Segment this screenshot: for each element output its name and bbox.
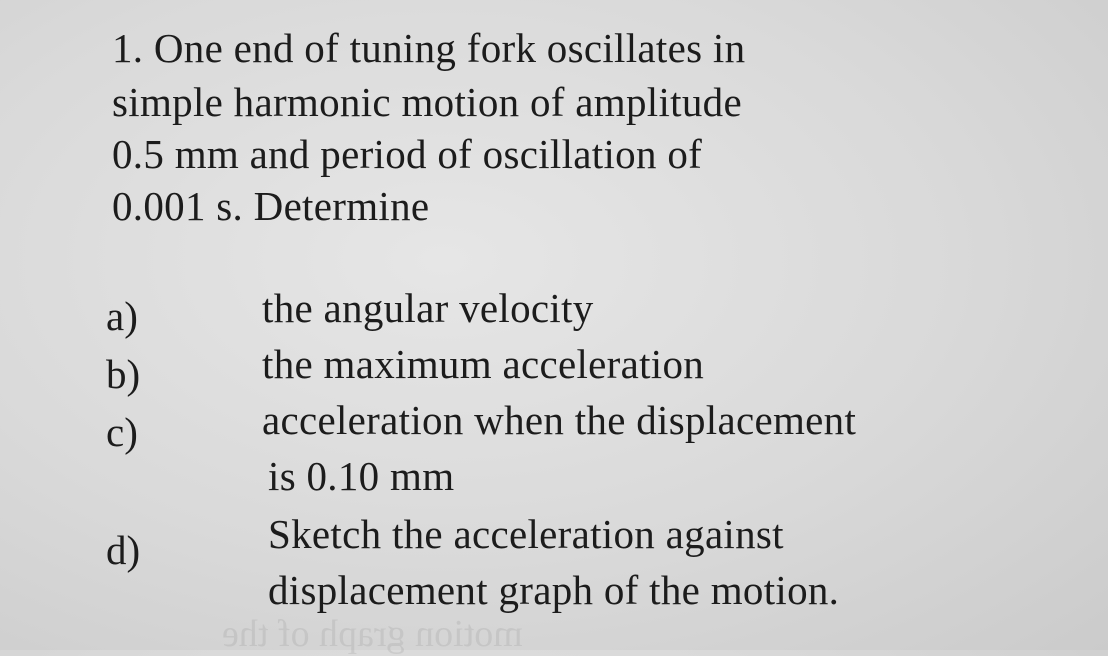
- part-c-text-line-1: acceleration when the displacement: [262, 397, 857, 443]
- part-a-label: a): [106, 293, 138, 339]
- question-line-1: 1. One end of tuning fork oscillates in: [112, 25, 746, 71]
- part-d-label: d): [106, 527, 141, 573]
- show-through-text: motion graph of the: [222, 613, 523, 655]
- part-d-text-line-2: displacement graph of the motion.: [268, 567, 840, 613]
- question-line-2: simple harmonic motion of amplitude: [112, 79, 742, 125]
- question-line-3: 0.5 mm and period of oscillation of: [112, 131, 703, 177]
- part-d-text-line-1: Sketch the acceleration against: [268, 511, 784, 557]
- question-line-4: 0.001 s. Determine: [112, 183, 430, 229]
- part-c-label: c): [106, 409, 138, 455]
- part-b-text: the maximum acceleration: [262, 341, 705, 387]
- part-a-text: the angular velocity: [262, 285, 594, 331]
- part-b-label: b): [106, 351, 141, 397]
- part-c-text-line-2: is 0.10 mm: [268, 453, 455, 499]
